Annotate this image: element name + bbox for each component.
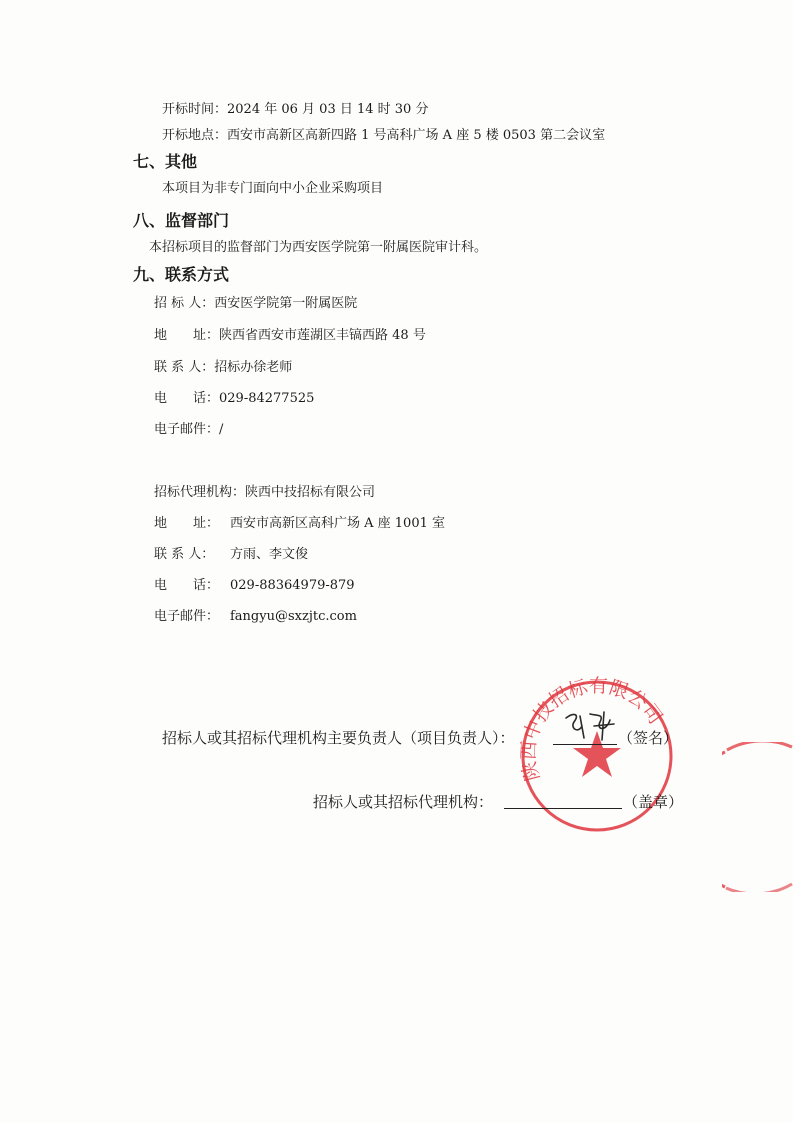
tenderer-name-value: 西安医学院第一附属医院 [214, 296, 358, 311]
agency-email-label: 电子邮件： [154, 609, 220, 624]
signature-person-line [553, 744, 617, 745]
signature-person-label: 招标人或其招标代理机构主要负责人（项目负责人）： [162, 729, 515, 747]
agency-address-row [154, 512, 445, 531]
agency-email-row [154, 605, 357, 624]
company-seal [517, 676, 677, 836]
opening-time-row [162, 98, 428, 117]
tenderer-email-label: 电子邮件： [154, 422, 220, 437]
tenderer-email-row [154, 418, 223, 437]
signature-org-suffix: （盖章） [623, 793, 684, 811]
opening-time-label: 开标时间： [162, 102, 228, 117]
tenderer-name-label: 招 标 人： [154, 296, 215, 311]
agency-email-value: fangyu@sxzjtc.com [230, 609, 357, 624]
agency-phone-row [154, 574, 355, 593]
tenderer-phone-value: 029-84277525 [219, 391, 315, 406]
tenderer-name-row [154, 292, 357, 311]
agency-contact-value: 方雨、李文俊 [230, 547, 309, 562]
signature-org-label: 招标人或其招标代理机构： [313, 793, 494, 811]
tenderer-address-value: 陕西省西安市莲湖区丰镐西路 48 号 [219, 328, 426, 343]
tenderer-address-row [154, 324, 426, 343]
section-body-other: 本项目为非专门面向中小企业采购项目 [162, 181, 384, 196]
signature-org-line [504, 808, 622, 809]
section-heading-other: 七、其他 [133, 152, 198, 171]
agency-phone-value: 029-88364979-879 [230, 578, 355, 593]
signature-person-suffix: （签名） [618, 729, 679, 747]
agency-contact-label: 联 系 人： [154, 547, 215, 562]
agency-address-value: 西安市高新区高科广场 A 座 1001 室 [230, 516, 446, 531]
section-heading-contact: 九、联系方式 [133, 265, 230, 284]
tenderer-contact-value: 招标办徐老师 [214, 360, 293, 375]
opening-place-label: 开标地点： [162, 128, 228, 143]
tenderer-phone-row [154, 387, 314, 406]
seal-text: 陕西中技招标有限公司 [517, 676, 667, 784]
agency-name-value: 陕西中技招标有限公司 [245, 485, 376, 500]
tenderer-contact-label: 联 系 人： [154, 360, 215, 375]
partial-seal [722, 742, 793, 892]
agency-name-label: 招标代理机构： [154, 485, 246, 500]
tenderer-address-label: 地 址： [154, 328, 220, 343]
agency-phone-label: 电 话： [154, 578, 220, 593]
agency-name-row [154, 481, 375, 500]
section-body-supervision: 本招标项目的监督部门为西安医学院第一附属医院审计科。 [149, 240, 488, 255]
section-heading-supervision: 八、监督部门 [133, 211, 230, 230]
tenderer-phone-label: 电 话： [154, 391, 220, 406]
opening-place-value: 西安市高新区高新四路 1 号高科广场 A 座 5 楼 0503 第二会议室 [227, 128, 606, 143]
agency-contact-row [154, 543, 308, 562]
tenderer-contact-row [154, 356, 292, 375]
opening-place-row [162, 124, 605, 143]
agency-address-label: 地 址： [154, 516, 220, 531]
tenderer-email-value: / [219, 422, 224, 437]
handwritten-signature [560, 708, 620, 744]
opening-time-value: 2024 年 06 月 03 日 14 时 30 分 [227, 102, 429, 117]
